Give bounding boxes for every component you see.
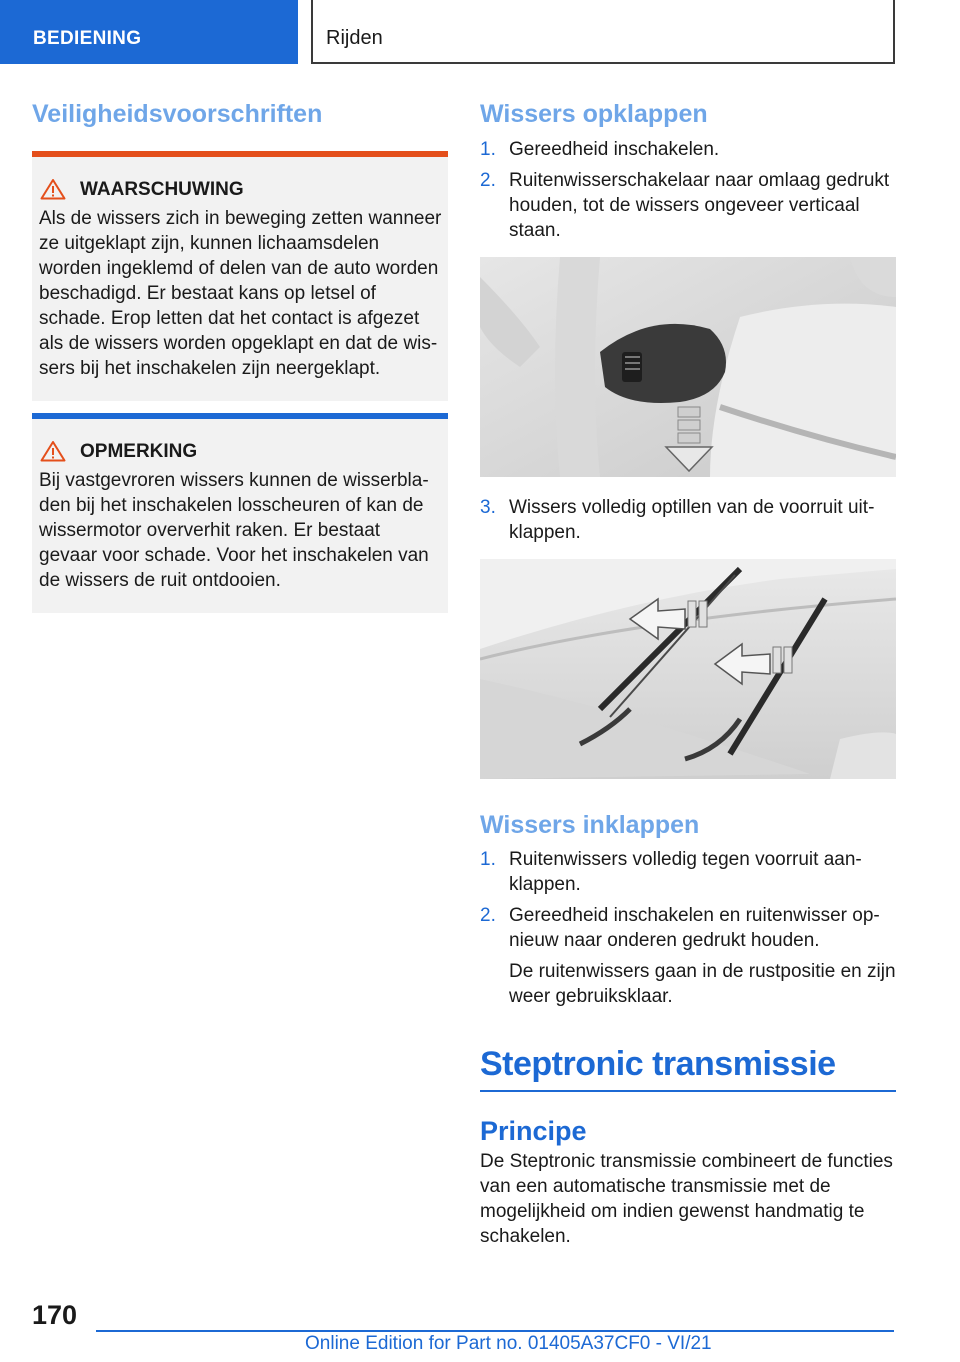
list-item: [480, 847, 896, 897]
page-number: 170: [32, 1300, 78, 1330]
footer-edition: Online Edition for Part no. 01405A37CF0 - VI/21: [305, 1333, 712, 1354]
note-text: Bij vastgevroren wissers kunnen de wisserbladen bij het inschakelen losscheuren of kan de wissermotor oververhit raken. Er bestaat gevaar voor schade. Voor het inschakelen van de wissers de ruit ontdooien.: [39, 469, 429, 591]
fold-down-heading: Wissers inklappen: [480, 810, 700, 839]
fold-down-steps: [480, 847, 896, 953]
section-tab: BEDIENING: [0, 0, 298, 64]
list-item: [480, 903, 896, 953]
fold-down-result: De ruitenwissers gaan in de rustpositie en zijn weer gebruiksklaar.: [509, 961, 896, 1007]
warning-title-row: [39, 177, 442, 202]
note-box: [32, 413, 448, 613]
list-item: [480, 137, 896, 162]
step-text: Ruitenwissers volledig tegen voorruit aanklappen.: [509, 849, 862, 895]
step-text: Ruitenwisserschakelaar naar omlaag gedrukt houden, tot de wissers ongeveer verticaal staan.: [509, 169, 890, 241]
warning-box: [32, 151, 448, 401]
step-number: 1.: [480, 849, 496, 870]
step-number: 2.: [480, 169, 496, 191]
fold-up-steps: [480, 137, 896, 243]
list-item: [480, 495, 896, 545]
warning-text: Als de wissers zich in beweging zetten wanneer ze uitgeklapt zijn, kunnen lichaamsdelen worden ingeklemd of delen van de auto worden beschadigd. Er bestaat kans op letsel of schade. Erop letten dat het contact is afgezet als de wissers worden opgeklapt en dat de wissers bij het inschakelen zijn neergeklapt.: [39, 207, 442, 379]
left-column: [32, 98, 448, 613]
safety-heading: Veiligheidsvoorschriften: [32, 100, 323, 128]
fold-up-step-3: [480, 495, 896, 545]
warning-triangle-icon: [40, 178, 66, 200]
wiper-switch-illustration: [480, 257, 896, 477]
step-number: 3.: [480, 496, 496, 518]
wiper-raise-illustration: [480, 559, 896, 779]
step-text: Wissers volledig optillen van de voorruit uitklappen.: [509, 496, 875, 543]
step-number: 2.: [480, 905, 496, 926]
step-text: Gereedheid inschakelen.: [509, 138, 720, 160]
list-item: [480, 168, 896, 243]
principle-heading: Principe: [480, 1116, 587, 1146]
right-column: [480, 98, 896, 1249]
warning-triangle-icon: [40, 440, 66, 462]
warning-title: WAARSCHUWING: [80, 178, 244, 200]
chapter-tab: Rijden: [311, 0, 895, 64]
footer-divider: [96, 1330, 894, 1332]
note-title-row: [39, 439, 442, 464]
step-number: 1.: [480, 138, 496, 160]
note-title: OPMERKING: [80, 440, 198, 462]
section-title: Steptronic transmissie: [480, 1045, 896, 1092]
principle-text: De Steptronic transmissie combineert de functies van een automatische transmissie met de mogelijkheid om indien gewenst handmatig te schakelen.: [480, 1151, 893, 1247]
fold-up-heading: Wissers opklappen: [480, 100, 708, 128]
step-text: Gereedheid inschakelen en ruitenwisser opnieuw naar onderen gedrukt houden.: [509, 905, 880, 951]
